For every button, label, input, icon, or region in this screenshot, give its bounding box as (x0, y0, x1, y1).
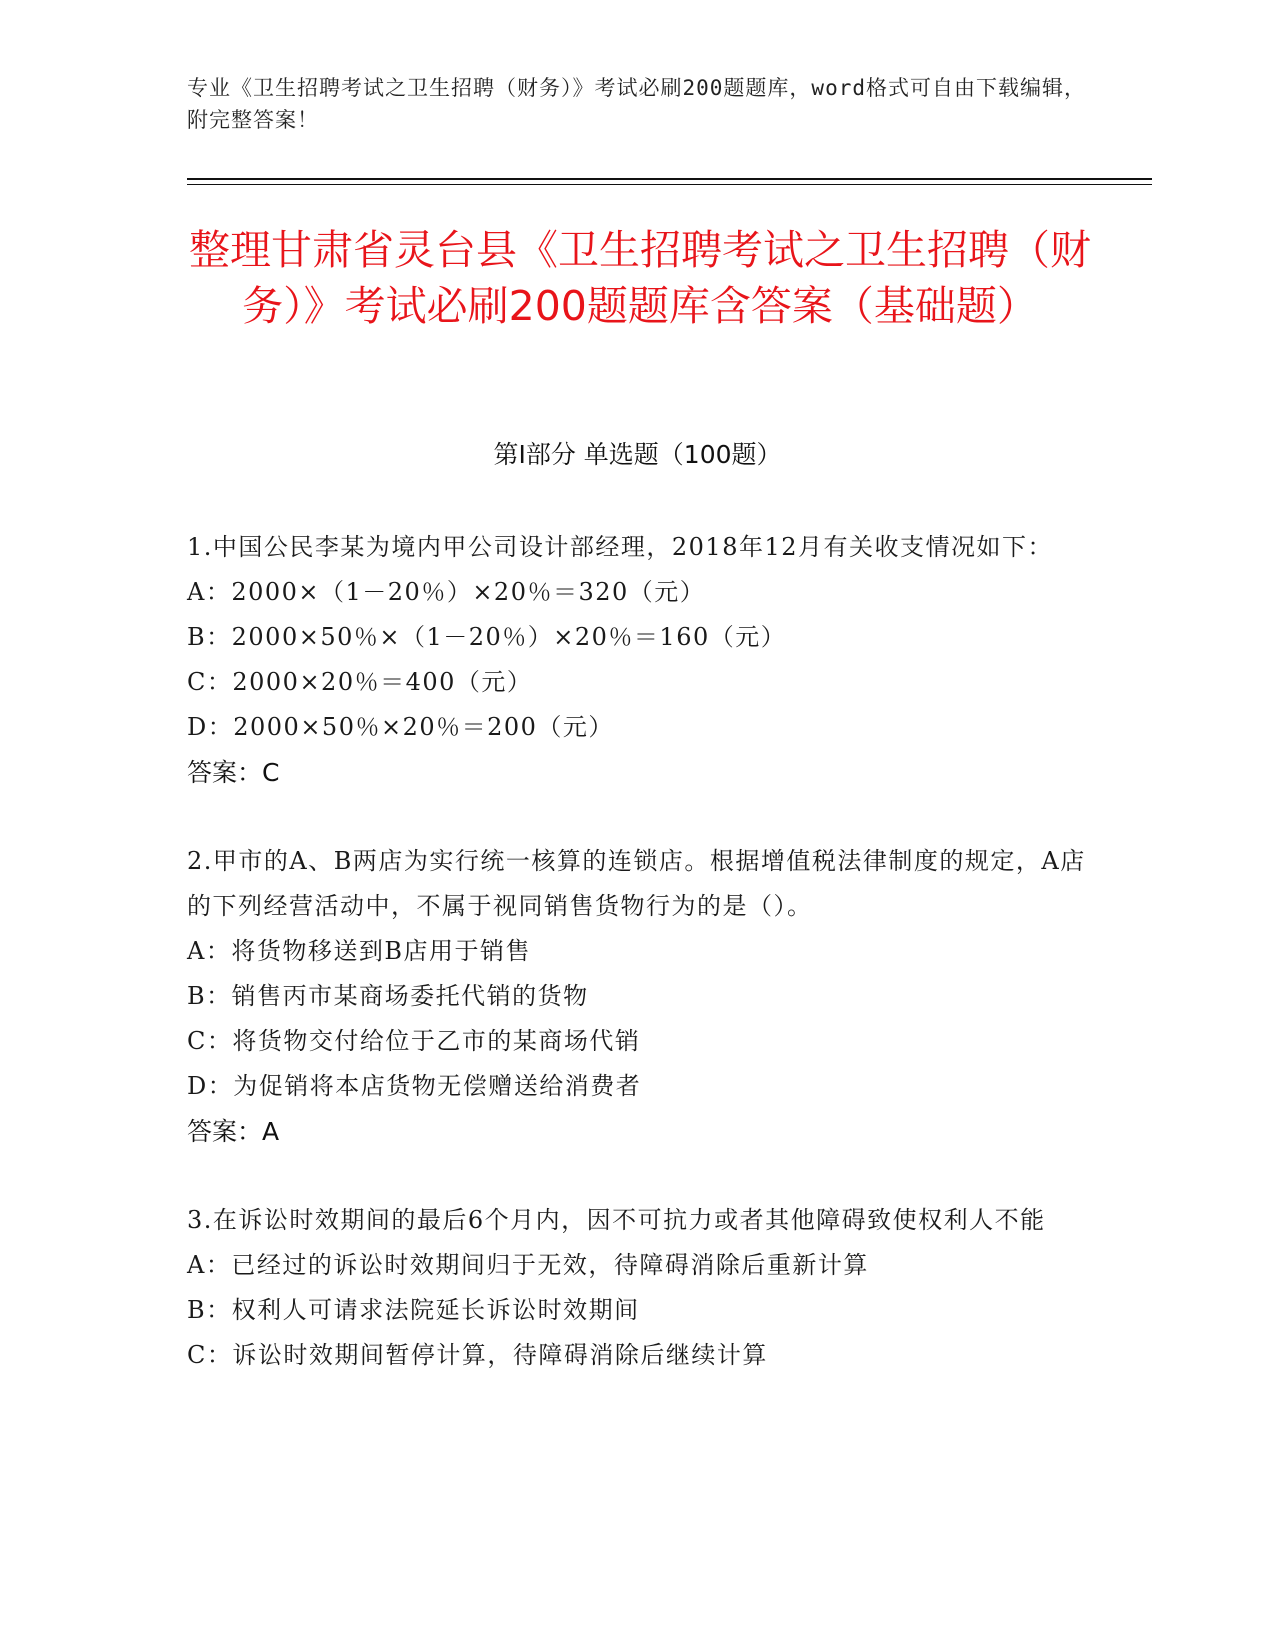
option-b: B：2000×50％×（1－20％）×20％＝160（元） (187, 623, 787, 651)
header-note: 专业《卫生招聘考试之卫生招聘（财务）》考试必刷200题题库，word格式可自由下载编辑，附完整答案！ (187, 76, 1086, 132)
option-a: A：将货物移送到B店用于销售 (187, 937, 531, 965)
question-stem: 3.在诉讼时效期间的最后6个月内，因不可抗力或者其他障碍致使权利人不能 (187, 1206, 1046, 1234)
answer: 答案：A (187, 1117, 280, 1146)
option-b: B：销售丙市某商场委托代销的货物 (187, 982, 589, 1010)
question-stem: 2.甲市的A、B两店为实行统一核算的连锁店。根据增值税法律制度的规定，A店的下列经营活动中，不属于视同销售货物行为的是（）。 (187, 847, 1086, 920)
question-list (187, 525, 1087, 1422)
option-c: C：将货物交付给位于乙市的某商场代销 (187, 1027, 641, 1055)
option-a: A：已经过的诉讼时效期间归于无效，待障碍消除后重新计算 (187, 1251, 869, 1279)
option-c: C：2000×20％＝400（元） (187, 668, 533, 696)
header-divider-thin (187, 184, 1152, 185)
question-3 (187, 1198, 1087, 1378)
option-d: D：2000×50％×20％＝200（元） (187, 713, 614, 741)
option-b: B：权利人可请求法院延长诉讼时效期间 (187, 1296, 640, 1324)
section-title: 第Ⅰ部分 单选题（100题） (493, 440, 782, 469)
option-c: C：诉讼时效期间暂停计算，待障碍消除后继续计算 (187, 1341, 768, 1369)
question-2 (187, 839, 1087, 1154)
answer: 答案：C (187, 758, 280, 787)
header-divider-thick (187, 178, 1152, 180)
document-title: 整理甘肃省灵台县《卫生招聘考试之卫生招聘（财务）》考试必刷200题题库含答案（基础题） (189, 226, 1091, 330)
question-stem: 1.中国公民李某为境内甲公司设计部经理，2018年12月有关收支情况如下： (187, 533, 1054, 561)
question-1 (187, 525, 1087, 795)
option-a: A：2000×（1－20％）×20％＝320（元） (187, 578, 706, 606)
option-d: D：为促销将本店货物无偿赠送给消费者 (187, 1072, 642, 1100)
